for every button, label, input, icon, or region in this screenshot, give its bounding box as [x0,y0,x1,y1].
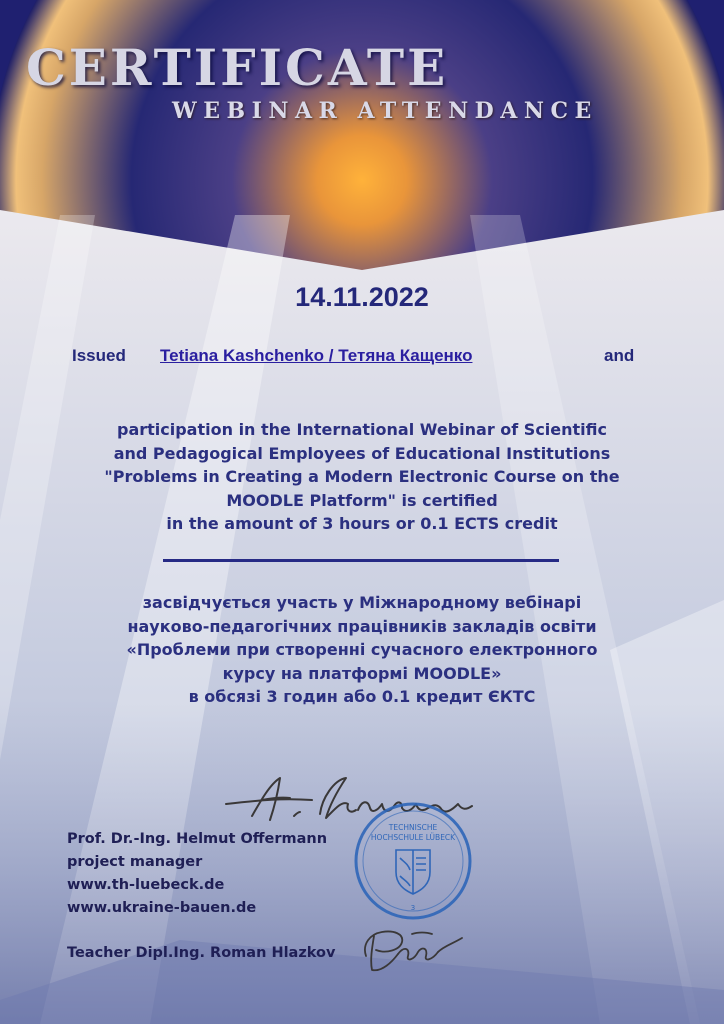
signatory-block [67,828,327,920]
ukrainian-line: в обсязі 3 годин або 0.1 кредит ЄКТС [188,687,536,706]
stamp-text: HOCHSCHULE LÜBECK [370,833,456,842]
section-divider [163,559,559,562]
issued-label: Issued [72,346,126,365]
issue-date: 14.11.2022 [295,282,429,312]
university-stamp [352,800,474,922]
ukrainian-line: курсу на платформі MOODLE» [222,663,502,683]
stamp-number: 3 [410,904,416,912]
website-link[interactable]: www.ukraine-bauen.de [67,900,257,916]
english-line: in the amount of 3 hours or 0.1 ECTS credit [166,514,558,533]
ukrainian-statement [60,591,664,709]
stamp-text: TECHNISCHE [388,823,438,832]
signatory-name: Prof. Dr.-Ing. Helmut Offermann [67,831,328,847]
ukrainian-line: науково-педагогічних працівників закладів освіти [127,616,597,636]
certificate-title: CERTIFICATE [26,38,449,97]
hlazkov-signature [352,918,472,978]
english-line: MOODLE Platform" is certified [226,490,498,510]
english-line: "Problems in Creating a Modern Electronic Course on the [104,467,620,486]
english-line: participation in the International Webinar of Scientific [116,420,608,439]
teacher-name: Teacher Dipl.Ing. Roman Hlazkov [67,945,336,961]
signatory-role: project manager [67,854,203,870]
english-statement [60,418,664,536]
ukrainian-line: «Проблеми при створенні сучасного електронного [126,640,598,659]
shield-icon [396,850,430,894]
certificate-subtitle: WEBINAR ATTENDANCE [172,98,598,124]
and-label: and [604,346,635,365]
ukrainian-line: засвідчується участь у Міжнародному вебінарі [142,593,582,612]
english-line: and Pedagogical Employees of Educational Institutions [113,443,611,463]
website-link[interactable]: www.th-luebeck.de [67,877,225,893]
recipient-name: Tetiana Kashchenko / Тетяна Кащенко [160,346,473,365]
